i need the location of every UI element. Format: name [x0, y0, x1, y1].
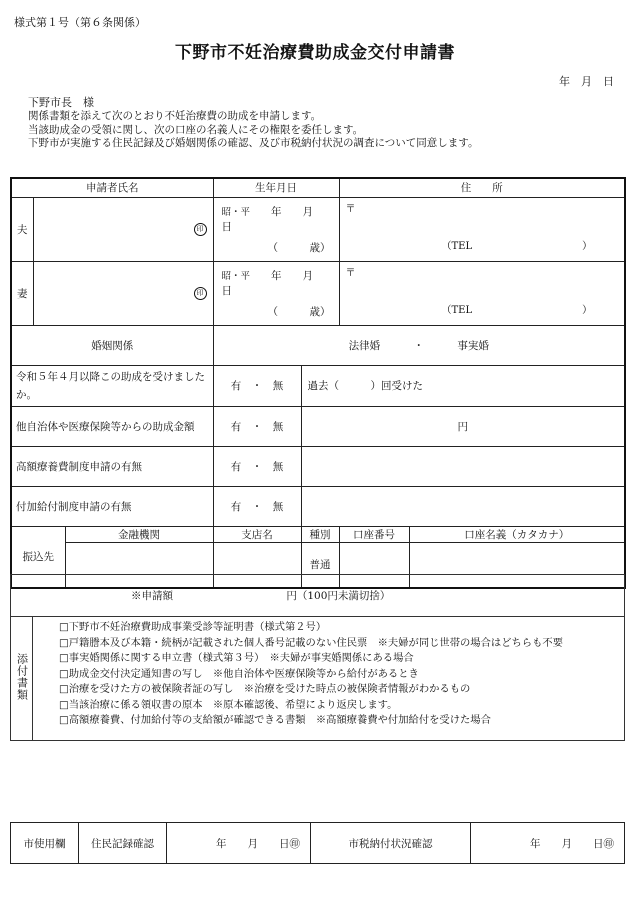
postal-mark: 〒 — [345, 203, 356, 215]
form-title: 下野市不妊治療費助成金交付申請書 — [175, 43, 455, 63]
requested-amount-row[interactable] — [11, 575, 625, 617]
applicant-table — [10, 177, 626, 589]
residence-check-label: 住民記録確認 — [79, 823, 167, 864]
statement-line: 関係書類を添えて次のとおり不妊治療費の助成を申請します。 — [28, 110, 322, 122]
husband-birthdate-field[interactable] — [213, 197, 339, 261]
wife-birthdate-field[interactable] — [213, 261, 339, 325]
attachment-item[interactable]: □事実婚関係に関する申立書（様式第３号） ※夫婦が事実婚関係にある場合 — [59, 652, 414, 664]
attachment-item[interactable]: □当該治療に係る領収書の原本 ※原本確認後、希望により返戻します。 — [59, 698, 398, 711]
attachment-item[interactable]: □下野市不妊治療費助成事業受診等証明書（様式第２号） — [59, 621, 327, 633]
office-use-table — [10, 822, 625, 864]
statement-line: 下野市が実施する住民記録及び婚姻関係の確認、及び市税納付状況の調査について同意します。 — [28, 137, 479, 149]
marriage-legal-option[interactable]: 法律婚 — [348, 339, 381, 352]
col-address: 住 所 — [339, 178, 625, 197]
wife-label: 妻 — [11, 261, 33, 325]
answer-yes-no[interactable]: 有 ・ 無 — [213, 406, 301, 446]
husband-name-field[interactable] — [33, 197, 213, 261]
empty-cell — [301, 486, 625, 526]
application-date[interactable]: 年 月 日 — [559, 75, 614, 88]
attachments-list — [33, 617, 625, 741]
date-fields: 年 月 日 — [221, 269, 335, 297]
question-additional-benefit: 付加給付制度申請の有無 — [11, 486, 213, 526]
col-applicant-name: 申請者氏名 — [11, 178, 213, 197]
col-birthdate: 生年月日 — [213, 178, 339, 197]
attachment-item[interactable]: □治療を受けた方の被保険者証の写し ※治療を受けた時点の被保険者情報がわかるもの — [59, 683, 471, 695]
husband-address-field[interactable] — [339, 197, 625, 261]
answer-yes-no[interactable]: 有 ・ 無 — [213, 446, 301, 486]
attachments-label-cell — [11, 617, 33, 741]
office-use-label: 市使用欄 — [11, 823, 79, 864]
col-type: 種別 — [301, 526, 339, 542]
age-field[interactable]: （ 歳） — [267, 305, 331, 318]
attachment-item[interactable]: □高額療養費、付加給付等の支給額が確認できる書類 ※高額療養費や付加給付を受けた場合 — [59, 714, 491, 726]
bank-label: 振込先 — [11, 526, 65, 588]
tel-field[interactable]: （TEL ） — [441, 240, 593, 252]
wife-name-field[interactable] — [33, 261, 213, 325]
tax-check-label: 市税納付状況確認 — [311, 823, 471, 864]
era-choice[interactable]: 昭・平 — [221, 270, 251, 282]
wife-address-field[interactable] — [339, 261, 625, 325]
col-institution: 金融機関 — [65, 526, 213, 542]
amount-label: ※申請額 — [131, 590, 173, 602]
amount-unit: 円（100円未満切捨） — [286, 590, 391, 602]
era-choice[interactable]: 昭・平 — [221, 206, 251, 218]
form-number: 様式第１号（第６条関係） — [14, 16, 146, 29]
col-branch: 支店名 — [213, 526, 301, 542]
consent-statements — [28, 110, 478, 151]
account-type[interactable]: 普通 — [301, 542, 339, 588]
question-other-subsidy: 他自治体や医療保険等からの助成金額 — [11, 406, 213, 446]
amount-attachment-table — [10, 574, 625, 741]
separator: ・ — [413, 339, 424, 352]
tel-field[interactable]: （TEL ） — [441, 304, 593, 316]
answer-yes-no[interactable]: 有 ・ 無 — [213, 365, 301, 406]
question-high-cost: 高額療養費制度申請の有無 — [11, 446, 213, 486]
seal-mark: 印 — [194, 287, 207, 300]
date-fields: 年 月 日 — [221, 205, 335, 233]
attachment-item[interactable]: □助成金交付決定通知書の写し ※他自治体や医療保険等から給付があるとき — [59, 667, 419, 680]
attachment-item[interactable]: □戸籍謄本及び本籍・続柄が記載された個人番号記載のない住民票 ※夫婦が同じ世帯の場合はどちらも不要 — [59, 636, 563, 649]
empty-cell — [301, 446, 625, 486]
residence-check-date[interactable]: 年 月 日㊞ — [167, 823, 311, 864]
question-previous-subsidy: 令和５年４月以降この助成を受けましたか。 — [11, 365, 213, 406]
other-subsidy-amount-field[interactable]: 円 — [301, 406, 625, 446]
col-account-number: 口座番号 — [339, 526, 409, 542]
age-field[interactable]: （ 歳） — [267, 241, 331, 254]
col-account-holder: 口座名義（カタカナ） — [409, 526, 625, 542]
answer-yes-no[interactable]: 有 ・ 無 — [213, 486, 301, 526]
statement-line: 当該助成金の受領に関し、次の口座の名義人にその権限を委任します。 — [28, 123, 364, 136]
postal-mark: 〒 — [345, 267, 356, 279]
attachments-label: 添付書類 — [15, 653, 29, 701]
marriage-options[interactable] — [213, 325, 625, 365]
seal-mark: 印 — [194, 223, 207, 236]
addressee: 下野市長 様 — [28, 96, 94, 109]
tax-check-date[interactable]: 年 月 日㊞ — [471, 823, 625, 864]
previous-count-field[interactable]: 過去（ ）回受けた — [301, 365, 625, 406]
husband-label: 夫 — [11, 197, 33, 261]
marriage-defacto-option[interactable]: 事実婚 — [457, 339, 489, 352]
marriage-label: 婚姻関係 — [11, 325, 213, 365]
